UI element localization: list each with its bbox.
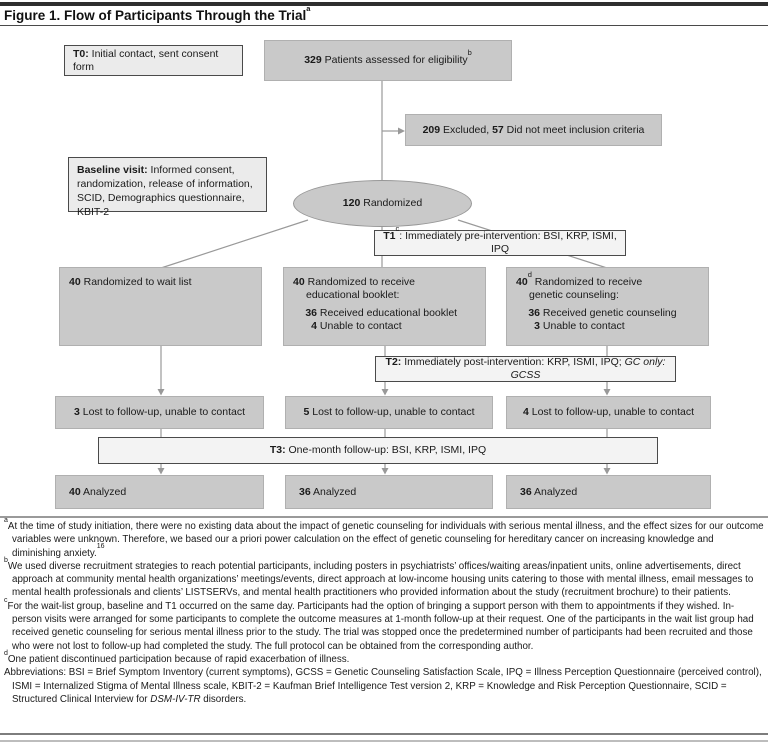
t0-label: T0: [73,47,89,60]
bottom-rule-thick [0,740,768,742]
analyzed-box-genetic-counseling: 36 Analyzed [506,475,711,509]
arm-booklet-unable: 4 Unable to contact [311,320,402,332]
t2-box [375,356,676,382]
t1-box [374,223,626,256]
lost-box-waitlist: 3 Lost to follow-up, unable to contact [55,396,264,429]
randomized-text: 120 Randomized [342,197,423,209]
arm-booklet-heading: 40 Randomized to receive educational booklet: [293,276,415,301]
baseline-box [68,157,267,218]
arm-genetic-counseling-box [506,267,709,346]
footnote-d: $^d$One patient discontinued participation because of rapid exacerbation of illness. [4,649,350,665]
arm-genetic-counseling-heading: 40$^d$ Randomized to receive genetic counseling: [516,269,643,301]
t1-text: T1$^c$: Immediately pre-intervention: BSI, KRP, ISMI, IPQ [383,223,617,255]
abbreviations: Abbreviations: BSI = Brief Symptom Inventory (current symptoms), GCSS = Genetic Counseling Satisfaction Scale, IPQ = Illness Perception Questionnaire (perceived control), ISMI = Internalized Stigma of Mental Illness scale, KBIT-2 = Kaufman Brief Intelligence Test version 2, KRP = Knowledge and Risk Perception Questionnaire, SCID = Structured Clinical Interview for DSM-IV-TR disorders. [4,667,762,705]
figure-title-text: Figure 1. Flow of Participants Through the Trial [4,8,307,23]
assessed-box [264,40,512,81]
footnotes-section [4,516,764,706]
footnote-a: $^a$At the time of study initiation, there were no existing data about the impact of genetic counseling for individuals with serious mental illness, and the effect sizes for our outcome variables were unknown. Therefore, we based our a priori power calculation on the effect of genetic counseling for hereditary cancer on increasing knowledge and diminishing anxiety.$^{16}$ [4,516,764,559]
baseline-label: Baseline visit: [77,164,148,176]
analyzed-box-waitlist: 40 Analyzed [55,475,264,509]
assessed-superscript: b [467,47,472,57]
arm-waitlist-box [59,267,262,346]
lost-box-booklet: 5 Lost to follow-up, unable to contact [285,396,493,429]
figure-title-superscript: a [306,3,311,13]
arm-booklet-received: 36 Received educational booklet [305,307,458,319]
lost-box-genetic-counseling: 4 Lost to follow-up, unable to contact [506,396,711,429]
excluded-box [405,114,662,146]
t0-text: T0: Initial contact, sent consent form [73,47,219,73]
excluded-text: 209 Excluded, 57 Did not meet inclusion criteria [422,123,645,136]
footnote-a-reference: 16 [96,543,105,551]
bottom-rule-thin [0,733,768,735]
t3-text: T3: One-month follow-up: BSI, KRP, ISMI, IPQ [269,444,487,456]
footnote-b: $^b$We used diverse recruitment strategies to reach potential participants, including posters in psychiatrists’ offices/waiting areas/inpatient units, online advertisements, direct approach at community mental health organizations’ meetings/events, direct approach at low-income housing units catering to those with mental illness, email messages to mental health professionals and clients’ LISTSERVs, and mental health practitioners who provided information about the study (recruitment brochure) to their patients. [4,556,754,599]
footnote-c: $^c$For the wait-list group, baseline and T1 occurred on the same day. Participants had the option of bringing a support person with them to appointments if they wished. In-person visits were arranged for some participants to complete the outcome measures at 1-month follow-up at their request. One of the participants in the wait list group had received genetic counseling for serious mental illness prior to the study. The trial was stopped once the predetermined number of participants had been recruited and those who were not lost to follow-up had completed the study. The full protocol can be obtained from the corresponding author. [4,596,754,652]
arm-genetic-counseling-unable: 3 Unable to contact [534,320,625,332]
analyzed-box-booklet: 36 Analyzed [285,475,493,509]
randomized-ellipse [293,180,472,227]
arm-genetic-counseling-received: 36 Received genetic counseling [528,307,677,319]
baseline-text: Baseline visit: Informed consent, randomization, release of information, SCID, Demographics questionnaire, KBIT-2 [77,164,253,218]
arm-booklet-details [293,307,476,333]
arm-booklet-box [283,267,486,346]
t2-text: T2: Immediately post-intervention: KRP, ISMI, IPQ; GC only: GCSS [385,356,666,381]
t3-box [98,437,658,464]
arm-waitlist-heading: 40 Randomized to wait list [69,276,192,288]
t1-superscript: c [395,223,400,233]
arm-genetic-counseling-details [516,307,699,333]
arm-genetic-counseling-superscript: d [527,269,532,279]
footnote-rule [0,516,768,518]
t0-box [64,45,243,76]
assessed-text: 329 Patients assessed for eligibility$^b$ [304,47,472,66]
